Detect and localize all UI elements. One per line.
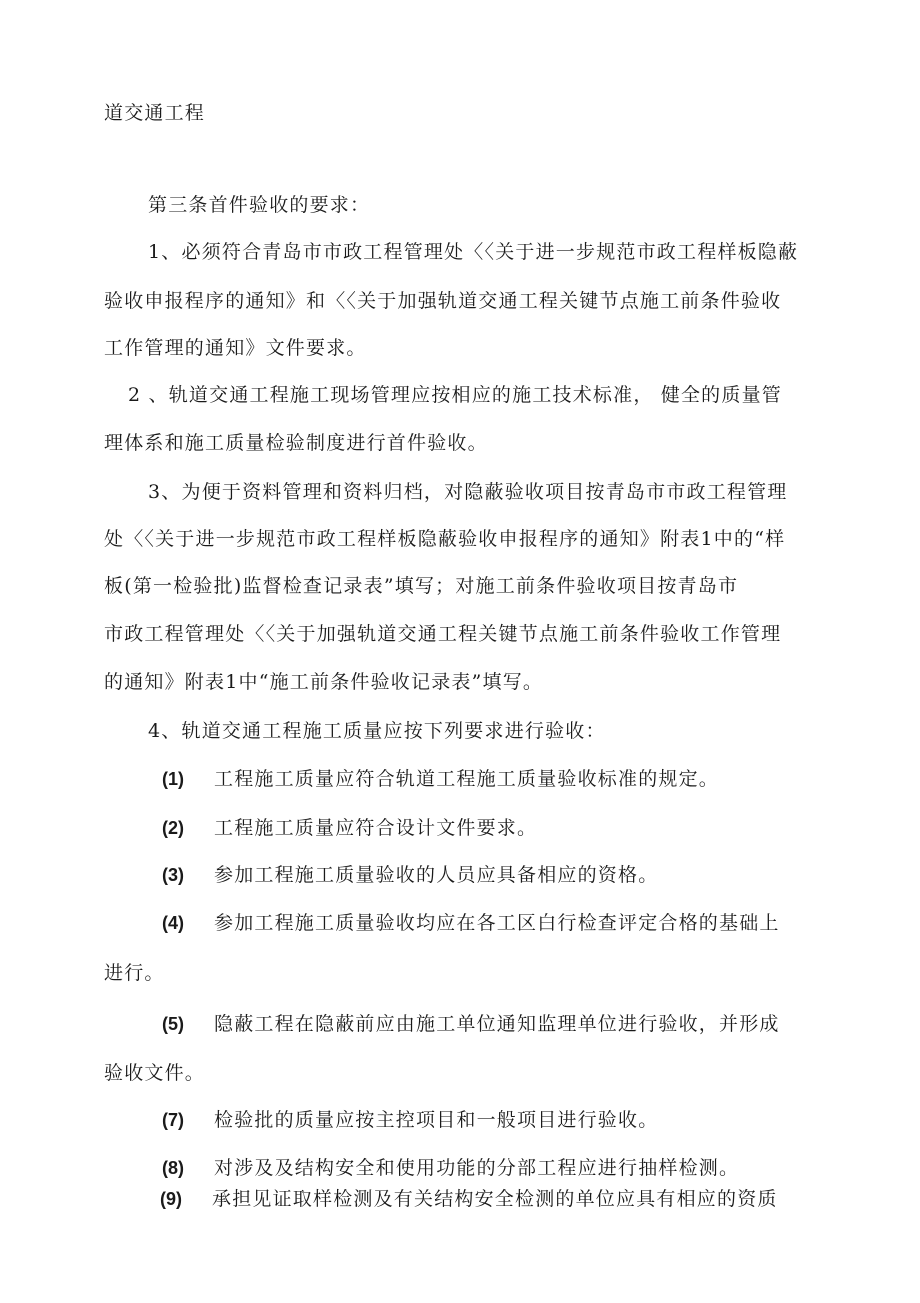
subitem-text: 参加工程施工质量验收均应在各工区白行检查评定合格的基础上 xyxy=(214,912,780,934)
item-3-line-5: 的通知》附表1中“施工前条件验收记录表”填写。 xyxy=(104,671,544,693)
subitem-2 xyxy=(162,816,537,840)
subitem-7 xyxy=(162,1108,658,1132)
header-fragment: 道交通工程 xyxy=(104,102,206,124)
subitem-text: 参加工程施工质量验收的人员应具备相应的资格。 xyxy=(214,864,659,886)
subitem-5-continuation: 验收文件。 xyxy=(104,1062,206,1084)
subitem-number: (2) xyxy=(162,818,184,838)
subitem-8 xyxy=(162,1156,739,1180)
subitem-number: (3) xyxy=(162,865,184,885)
subitem-number: (5) xyxy=(162,1014,184,1034)
item-3-line-4: 市政工程管理处〈〈关于加强轨道交通工程关键节点施工前条件验收工作管理 xyxy=(104,623,782,645)
subitem-text: 检验批的质量应按主控项目和一般项目进行验收。 xyxy=(214,1109,659,1131)
subitem-number: (9) xyxy=(160,1189,182,1209)
subitem-number: (8) xyxy=(162,1158,184,1178)
subitem-9 xyxy=(160,1187,778,1211)
subitem-text: 工程施工质量应符合设计文件要求。 xyxy=(214,817,538,839)
item-4-line-1: 4、轨道交通工程施工质量应按下列要求进行验收： xyxy=(148,720,606,742)
subitem-text: 承担见证取样检测及有关结构安全检测的单位应具有相应的资质 xyxy=(212,1188,778,1210)
item-3-line-3: 板(第一检验批)监督检查记录表”填写；对施工前条件验收项目按青岛市 xyxy=(104,575,739,597)
subitem-text: 隐蔽工程在隐蔽前应由施工单位通知监理单位进行验收，并形成 xyxy=(214,1013,780,1035)
subitem-3 xyxy=(162,863,658,887)
subitem-4 xyxy=(162,911,780,935)
subitem-text: 对涉及及结构安全和使用功能的分部工程应进行抽样检测。 xyxy=(214,1157,740,1179)
subitem-1 xyxy=(162,767,719,791)
subitem-5 xyxy=(162,1012,780,1036)
item-2-line-1: 2 、轨道交通工程施工现场管理应按相应的施工技术标准， 健全的质量管 xyxy=(128,384,782,406)
subitem-number: (7) xyxy=(162,1110,184,1130)
item-3-line-1: 3、为便于资料管理和资料归档，对隐蔽验收项目按青岛市市政工程管理 xyxy=(148,481,788,503)
item-1-line-3: 工作管理的通知》文件要求。 xyxy=(104,337,367,359)
item-3-line-2: 处〈〈关于进一步规范市政工程样板隐蔽验收申报程序的通知》附表1中的“样 xyxy=(104,528,786,550)
article-title: 第三条首件验收的要求： xyxy=(148,194,371,216)
subitem-4-continuation: 进行。 xyxy=(104,962,165,984)
subitem-number: (4) xyxy=(162,913,184,933)
item-2-line-2: 理体系和施工质量检验制度进行首件验收。 xyxy=(104,432,488,454)
subitem-number: (1) xyxy=(162,769,184,789)
item-1-line-2: 验收申报程序的通知》和〈〈关于加强轨道交通工程关键节点施工前条件验收 xyxy=(104,290,782,312)
subitem-text: 工程施工质量应符合轨道工程施工质量验收标准的规定。 xyxy=(214,768,720,790)
item-1-line-1: 1、必须符合青岛市市政工程管理处〈〈关于进一步规范市政工程样板隐蔽 xyxy=(148,241,799,263)
